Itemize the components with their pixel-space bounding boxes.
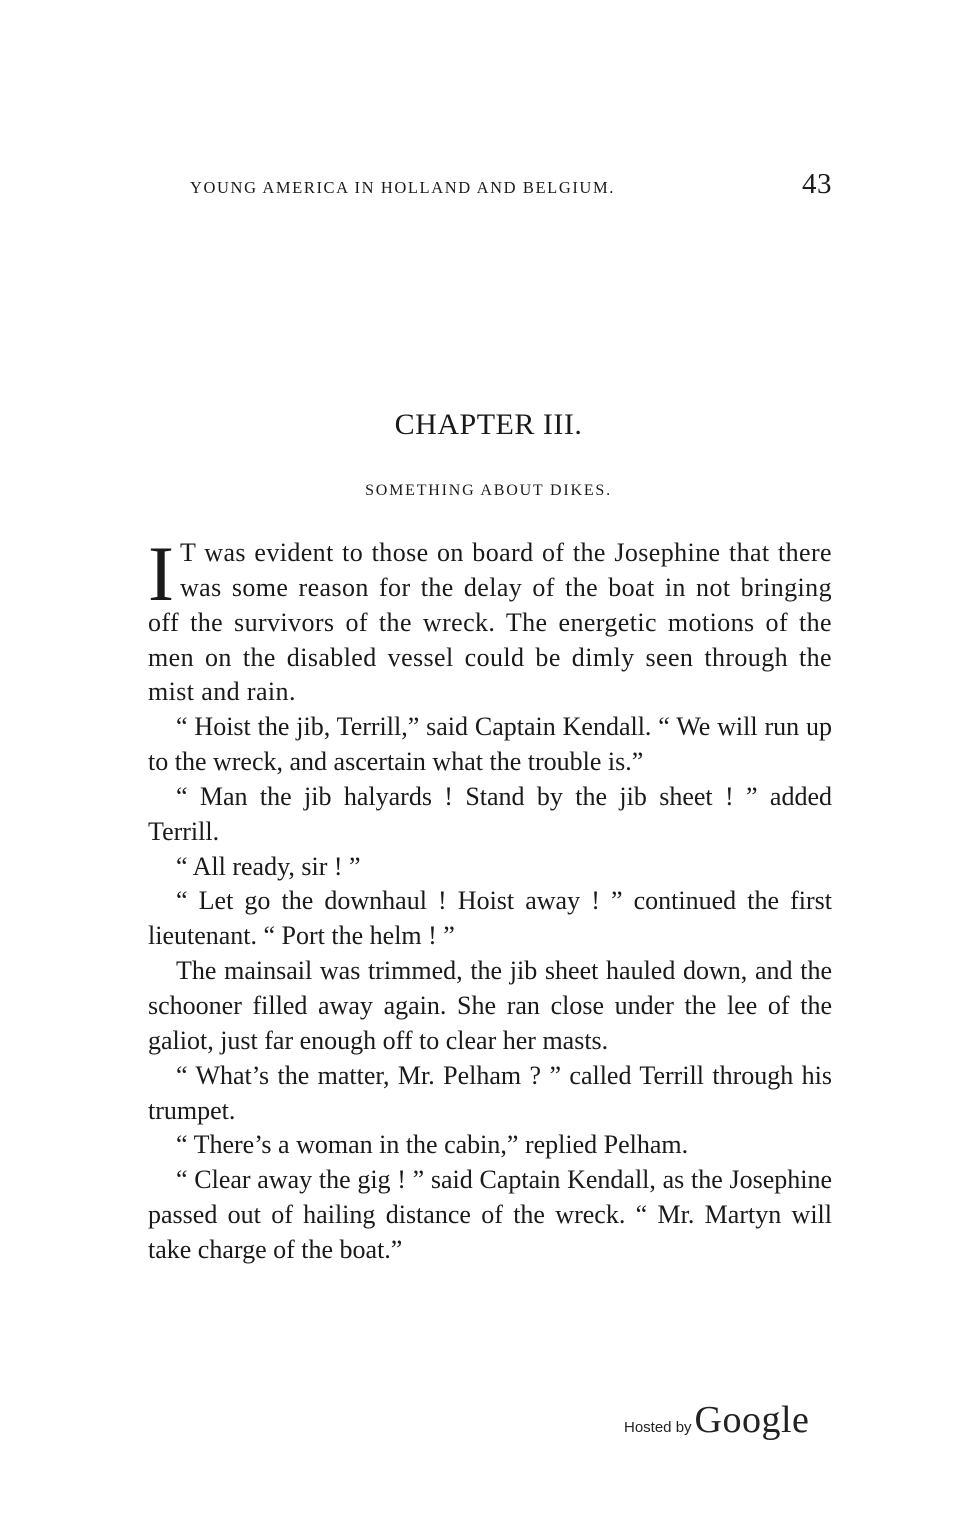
paragraph: “ Let go the downhaul ! Hoist away ! ” continued the first lieutenant. “ Port the helm ! ”	[148, 886, 832, 951]
paragraph: “ Hoist the jib, Terrill,” said Captain Kendall. “ We will run up to the wreck, and ascertain what the trouble is.”	[148, 712, 832, 777]
drop-cap: I	[148, 530, 174, 617]
running-header	[190, 168, 832, 201]
paragraph-text: T was evident to those on board of the Josephine that there was some reason for the delay of the boat in not bringing off the survivors of the wreck. The energetic motions of the men on the disabled vessel could be dimly seen through the mist and rain.	[148, 538, 832, 707]
chapter-subtitle: SOMETHING ABOUT DIKES.	[365, 482, 612, 499]
google-logo: Google	[694, 1399, 810, 1441]
chapter-title: CHAPTER III.	[394, 408, 583, 441]
hosted-by-label: Hosted by	[624, 1419, 692, 1436]
paragraph: “ Man the jib halyards ! Stand by the jib sheet ! ” added Terrill.	[148, 781, 832, 846]
paragraph: “ There’s a woman in the cabin,” replied Pelham.	[176, 1130, 689, 1160]
paragraph: The mainsail was trimmed, the jib sheet hauled down, and the schooner filled away again. She ran close under the lee of the galiot, just far enough off to clear her masts.	[148, 956, 832, 1055]
hosted-by-watermark	[624, 1398, 809, 1442]
paragraph	[148, 530, 832, 710]
running-title: YOUNG AMERICA IN HOLLAND AND BELGIUM.	[190, 178, 615, 197]
paragraph: “ All ready, sir ! ”	[176, 851, 361, 881]
paragraph: “ Clear away the gig ! ” said Captain Kendall, as the Josephine passed out of hailing distance of the wreck. “ Mr. Martyn will take charge of the boat.”	[148, 1165, 832, 1264]
body-text	[148, 530, 832, 1268]
paragraph: “ What’s the matter, Mr. Pelham ? ” called Terrill through his trumpet.	[148, 1060, 832, 1125]
page-number: 43	[802, 168, 832, 200]
